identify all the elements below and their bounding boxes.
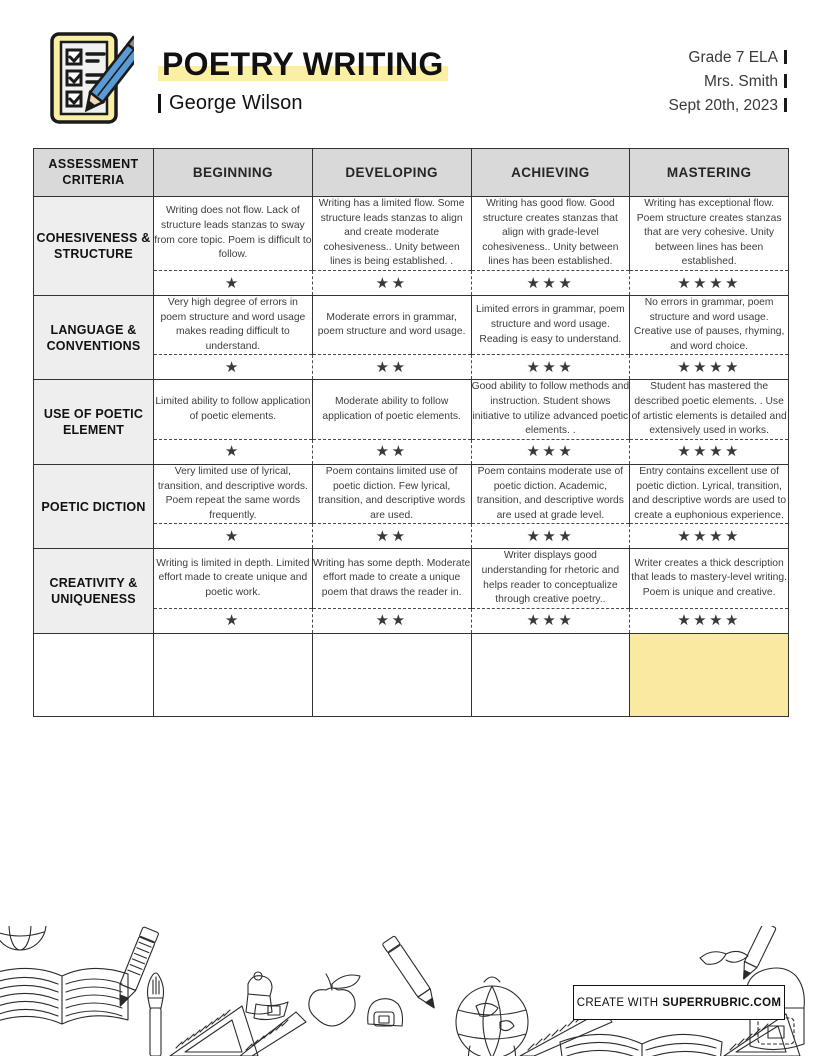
score-stars-1[interactable]: ★ [154, 524, 313, 549]
descriptor-cell[interactable]: Writing has some depth. Moderate effort made to create a unique poem that draws the reader in. [312, 549, 471, 608]
brand-block [48, 28, 448, 128]
criteria-label-creativity-uniqueness: CREATIVITY & UNIQUENESS [34, 549, 154, 633]
score-stars-1[interactable]: ★ [154, 271, 313, 296]
score-stars-1[interactable]: ★ [154, 355, 313, 380]
rubric-table [33, 148, 789, 717]
table-row [34, 464, 789, 523]
descriptor-cell[interactable]: Writing is limited in depth. Limited effort made to create unique and poetic work. [154, 549, 313, 608]
descriptor-cell[interactable]: Moderate ability to follow application of poetic elements. [312, 380, 471, 439]
meta-date-line [669, 94, 787, 118]
meta-divider-bar [784, 50, 787, 64]
page-title: POETRY WRITING [158, 46, 448, 83]
descriptor-cell[interactable]: No errors in grammar, poem structure and word usage. Creative use of pauses, rhyming, and word choice. [630, 296, 789, 355]
table-row [34, 380, 789, 439]
table-row-final [34, 633, 789, 716]
final-criteria-cell [34, 633, 154, 716]
criteria-label-cohesiveness-structure: COHESIVENESS & STRUCTURE [34, 197, 154, 296]
footer-badge-lead: CREATE WITH [576, 996, 659, 1009]
clipboard-checklist-pencil-icon [48, 28, 134, 128]
header-level-beginning: BEGINNING [154, 149, 313, 197]
descriptor-cell[interactable]: Student has mastered the described poetic elements. . Use of artistic elements is detailed and extensively used in works. [630, 380, 789, 439]
table-row [34, 296, 789, 355]
score-stars-2[interactable]: ★★ [312, 608, 471, 633]
header-level-mastering: MASTERING [630, 149, 789, 197]
final-cell-beginning[interactable] [154, 633, 313, 716]
score-stars-3[interactable]: ★★★ [471, 355, 630, 380]
score-stars-4[interactable]: ★★★★ [630, 355, 789, 380]
meta-grade-line [669, 46, 787, 70]
descriptor-cell[interactable]: Limited errors in grammar, poem structure and word usage. Reading is easy to understand. [471, 296, 630, 355]
footer-attribution-badge[interactable] [573, 985, 785, 1020]
meta-teacher-line [669, 70, 787, 94]
descriptor-cell[interactable]: Very limited use of lyrical, transition, and descriptive words. Poem repeat the same words frequently. [154, 464, 313, 523]
score-stars-2[interactable]: ★★ [312, 524, 471, 549]
score-stars-3[interactable]: ★★★ [471, 271, 630, 296]
descriptor-cell[interactable]: Entry contains excellent use of poetic diction. Lyrical, transition, and descriptive words are used to create a euphonious experience. [630, 464, 789, 523]
score-stars-4[interactable]: ★★★★ [630, 608, 789, 633]
score-stars-2[interactable]: ★★ [312, 355, 471, 380]
header-assessment-criteria: ASSESSMENT CRITERIA [34, 149, 154, 197]
document-meta [669, 46, 787, 118]
meta-grade: Grade 7 ELA [688, 49, 778, 66]
author-accent-bar [158, 94, 161, 113]
descriptor-cell[interactable]: Writing has exceptional flow. Poem structure creates stanzas that are very cohesive. Unity between lines has been established. [630, 197, 789, 271]
descriptor-cell[interactable]: Writing does not flow. Lack of structure leads stanzas to sway from core topic. Poem is difficult to follow. [154, 197, 313, 271]
rubric-header-row [34, 149, 789, 197]
descriptor-cell[interactable]: Limited ability to follow application of poetic elements. [154, 380, 313, 439]
descriptor-cell[interactable]: Poem contains moderate use of poetic diction. Academic, transition, and descriptive words are used at grade level. [471, 464, 630, 523]
header-level-achieving: ACHIEVING [471, 149, 630, 197]
page-header [0, 24, 816, 139]
rubric-table-body [34, 197, 789, 717]
descriptor-cell[interactable]: Poem contains limited use of poetic diction. Few lyrical, transition, and descriptive words are used. [312, 464, 471, 523]
score-stars-3[interactable]: ★★★ [471, 524, 630, 549]
score-stars-2[interactable]: ★★ [312, 439, 471, 464]
table-row [34, 549, 789, 608]
meta-date: Sept 20th, 2023 [668, 97, 778, 115]
score-stars-3[interactable]: ★★★ [471, 608, 630, 633]
meta-divider-bar [784, 74, 787, 88]
score-stars-1[interactable]: ★ [154, 608, 313, 633]
score-stars-4[interactable]: ★★★★ [630, 439, 789, 464]
descriptor-cell[interactable]: Good ability to follow methods and instruction. Student shows initiative to utilize advanced poetic elements. . [471, 380, 630, 439]
title-block [158, 28, 448, 115]
footer-badge-site: SUPERRUBRIC.COM [662, 996, 782, 1009]
header-level-developing: DEVELOPING [312, 149, 471, 197]
criteria-label-language-conventions: LANGUAGE & CONVENTIONS [34, 296, 154, 380]
author-line [158, 92, 448, 115]
score-stars-4[interactable]: ★★★★ [630, 271, 789, 296]
rubric-table-head [34, 149, 789, 197]
descriptor-cell[interactable]: Moderate errors in grammar, poem structure and word usage. [312, 296, 471, 355]
score-stars-2[interactable]: ★★ [312, 271, 471, 296]
descriptor-cell[interactable]: Writing has good flow. Good structure creates stanzas that align with grade-level cohesiveness.. Unity between lines has been established. [471, 197, 630, 271]
meta-divider-bar [784, 98, 787, 112]
meta-teacher: Mrs. Smith [703, 73, 778, 91]
table-row [34, 197, 789, 271]
criteria-label-poetic-diction: POETIC DICTION [34, 464, 154, 548]
score-stars-3[interactable]: ★★★ [471, 439, 630, 464]
final-cell-mastering-highlighted[interactable] [630, 633, 789, 716]
final-cell-developing[interactable] [312, 633, 471, 716]
descriptor-cell[interactable]: Writer creates a thick description that leads to mastery-level writing. Poem is unique and creative. [630, 549, 789, 608]
descriptor-cell[interactable]: Writing has a limited flow. Some structure leads stanzas to align and create moderate cohesiveness.. Unity between lines is being established. . [312, 197, 471, 271]
score-stars-1[interactable]: ★ [154, 439, 313, 464]
criteria-label-use-of-poetic-element: USE OF POETIC ELEMENT [34, 380, 154, 464]
final-cell-achieving[interactable] [471, 633, 630, 716]
descriptor-cell[interactable]: Very high degree of errors in poem structure and word usage makes reading difficult to understand. [154, 296, 313, 355]
score-stars-4[interactable]: ★★★★ [630, 524, 789, 549]
descriptor-cell[interactable]: Writer displays good understanding for rhetoric and helps reader to conceptualize through creative poetry.. [471, 549, 630, 608]
author-name: George Wilson [169, 92, 303, 114]
